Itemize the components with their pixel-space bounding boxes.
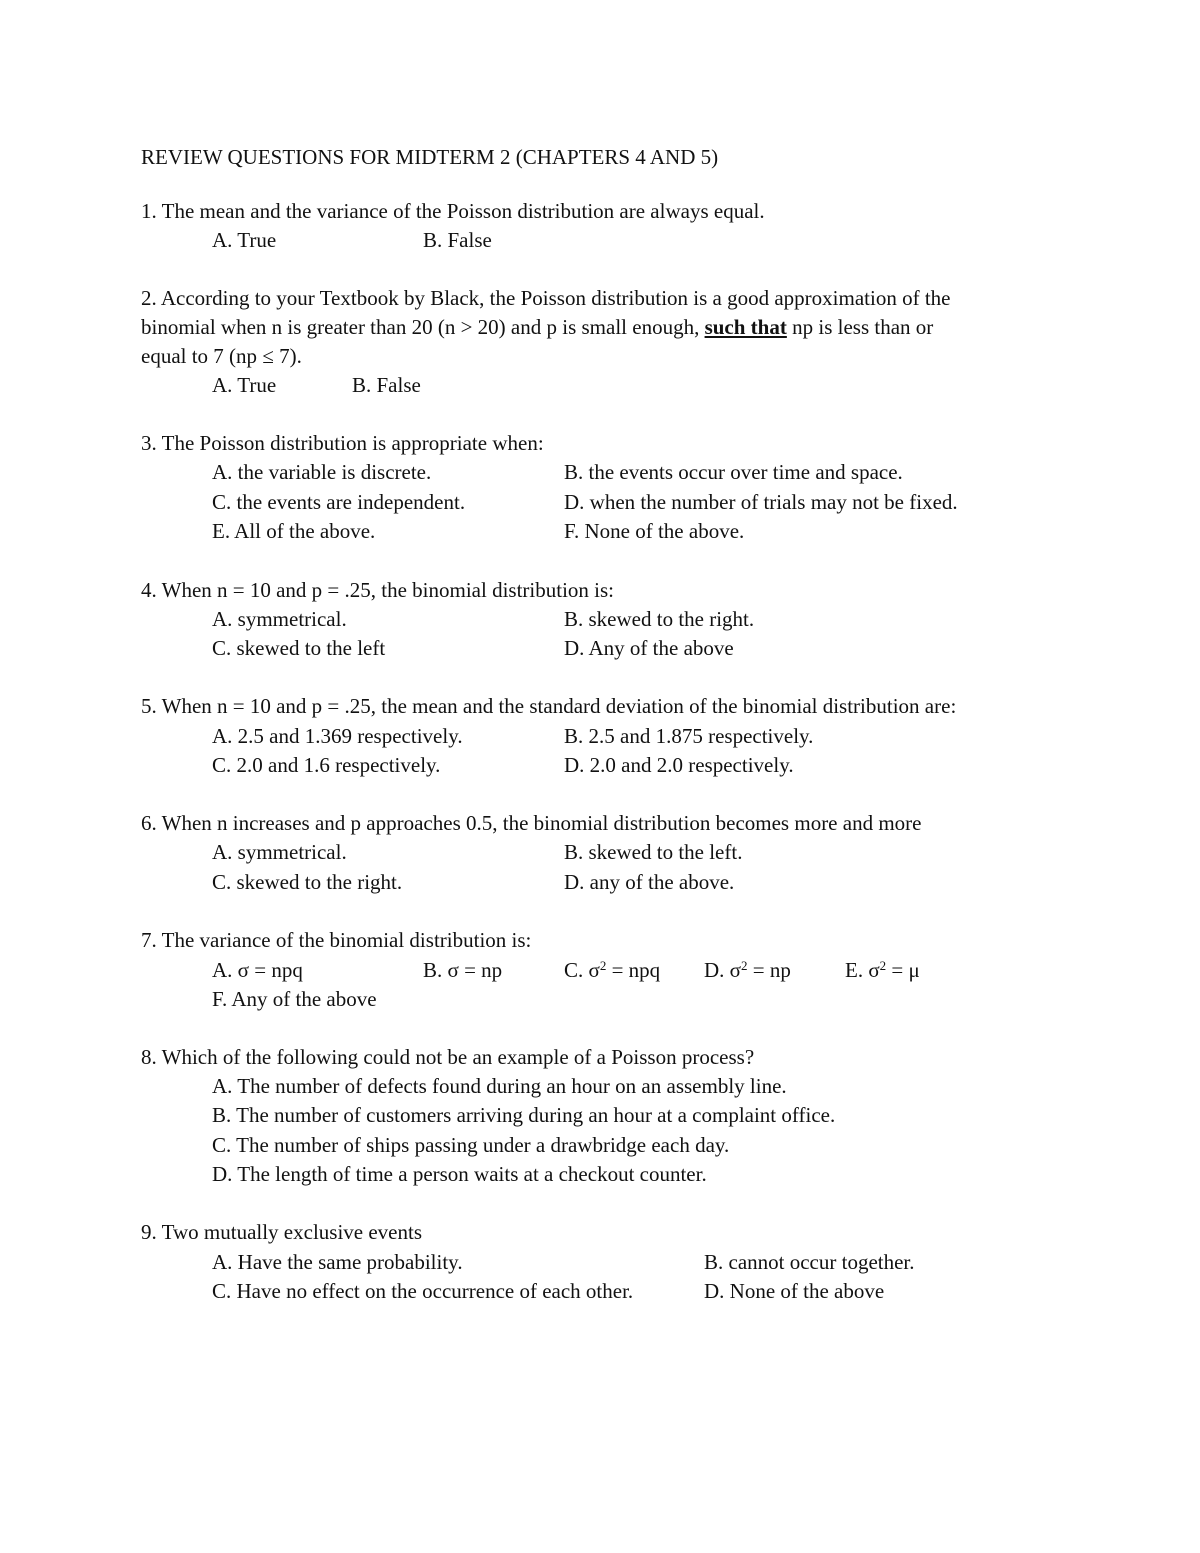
question-8-option-b: B. The number of customers arriving during an hour at a complaint office. <box>212 1103 836 1127</box>
option-d-suffix: = np <box>747 958 791 982</box>
question-9: 9. Two mutually exclusive events <box>141 1220 423 1244</box>
option-e-suffix: = μ <box>886 958 920 982</box>
exponent: 2 <box>741 958 748 973</box>
question-4: 4. When n = 10 and p = .25, the binomial distribution is: <box>141 578 615 602</box>
document-title: REVIEW QUESTIONS FOR MIDTERM 2 (CHAPTERS 4 AND 5) <box>141 145 719 169</box>
question-7-option-f: F. Any of the above <box>212 987 377 1011</box>
question-6-option-b: B. skewed to the left. <box>564 840 743 864</box>
question-5: 5. When n = 10 and p = .25, the mean and the standard deviation of the binomial distribution are: <box>141 694 957 718</box>
question-8-option-c: C. The number of ships passing under a drawbridge each day. <box>212 1133 730 1157</box>
question-2-line-3: equal to 7 (np ≤ 7). <box>141 344 302 368</box>
question-3: 3. The Poisson distribution is appropriate when: <box>141 431 544 455</box>
question-5-option-c: C. 2.0 and 1.6 respectively. <box>212 753 441 777</box>
question-2-option-b: B. False <box>352 373 421 397</box>
question-3-option-d: D. when the number of trials may not be fixed. <box>564 490 958 514</box>
question-5-option-b: B. 2.5 and 1.875 respectively. <box>564 724 814 748</box>
question-3-option-f: F. None of the above. <box>564 519 745 543</box>
question-7-option-a: A. σ = npq <box>212 958 303 982</box>
question-9-option-b: B. cannot occur together. <box>704 1250 915 1274</box>
question-5-option-d: D. 2.0 and 2.0 respectively. <box>564 753 794 777</box>
question-6-option-d: D. any of the above. <box>564 870 735 894</box>
question-4-option-b: B. skewed to the right. <box>564 607 755 631</box>
question-1-option-b: B. False <box>423 228 492 252</box>
question-9-option-d: D. None of the above <box>704 1279 885 1303</box>
question-3-option-e: E. All of the above. <box>212 519 376 543</box>
question-2-text-part: binomial when n is greater than 20 (n > 20) and p is small enough, <box>141 315 705 339</box>
question-1: 1. The mean and the variance of the Poisson distribution are always equal. <box>141 199 765 223</box>
question-4-option-c: C. skewed to the left <box>212 636 386 660</box>
question-9-option-c: C. Have no effect on the occurrence of each other. <box>212 1279 634 1303</box>
option-e-prefix: E. σ <box>845 958 880 982</box>
question-7-option-b: B. σ = np <box>423 958 503 982</box>
option-d-prefix: D. σ <box>704 958 741 982</box>
question-8: 8. Which of the following could not be an example of a Poisson process? <box>141 1045 755 1069</box>
question-6-option-c: C. skewed to the right. <box>212 870 403 894</box>
question-6: 6. When n increases and p approaches 0.5, the binomial distribution becomes more and more <box>141 811 922 835</box>
option-c-prefix: C. σ <box>564 958 600 982</box>
question-8-option-d: D. The length of time a person waits at a checkout counter. <box>212 1162 707 1186</box>
question-3-option-c: C. the events are independent. <box>212 490 466 514</box>
question-1-option-a: A. True <box>212 228 277 252</box>
question-3-option-a: A. the variable is discrete. <box>212 460 432 484</box>
question-9-option-a: A. Have the same probability. <box>212 1250 463 1274</box>
question-8-option-a: A. The number of defects found during an hour on an assembly line. <box>212 1074 787 1098</box>
question-2-line-2 <box>141 313 933 341</box>
question-7: 7. The variance of the binomial distribution is: <box>141 928 532 952</box>
question-4-option-d: D. Any of the above <box>564 636 734 660</box>
question-2-option-a: A. True <box>212 373 277 397</box>
question-7-option-d <box>704 956 791 984</box>
exponent: 2 <box>599 958 607 973</box>
question-6-option-a: A. symmetrical. <box>212 840 347 864</box>
question-2-line-1: 2. According to your Textbook by Black, the Poisson distribution is a good approximation of the <box>141 286 951 310</box>
question-7-option-e <box>845 956 920 984</box>
emphasis-such-that: such that <box>704 315 787 339</box>
option-c-suffix: = npq <box>606 958 661 982</box>
question-5-option-a: A. 2.5 and 1.369 respectively. <box>212 724 463 748</box>
exponent: 2 <box>879 958 887 973</box>
question-4-option-a: A. symmetrical. <box>212 607 347 631</box>
question-2-text-part: np is less than or <box>786 315 934 339</box>
question-3-option-b: B. the events occur over time and space. <box>564 460 903 484</box>
question-7-option-c <box>564 956 660 984</box>
